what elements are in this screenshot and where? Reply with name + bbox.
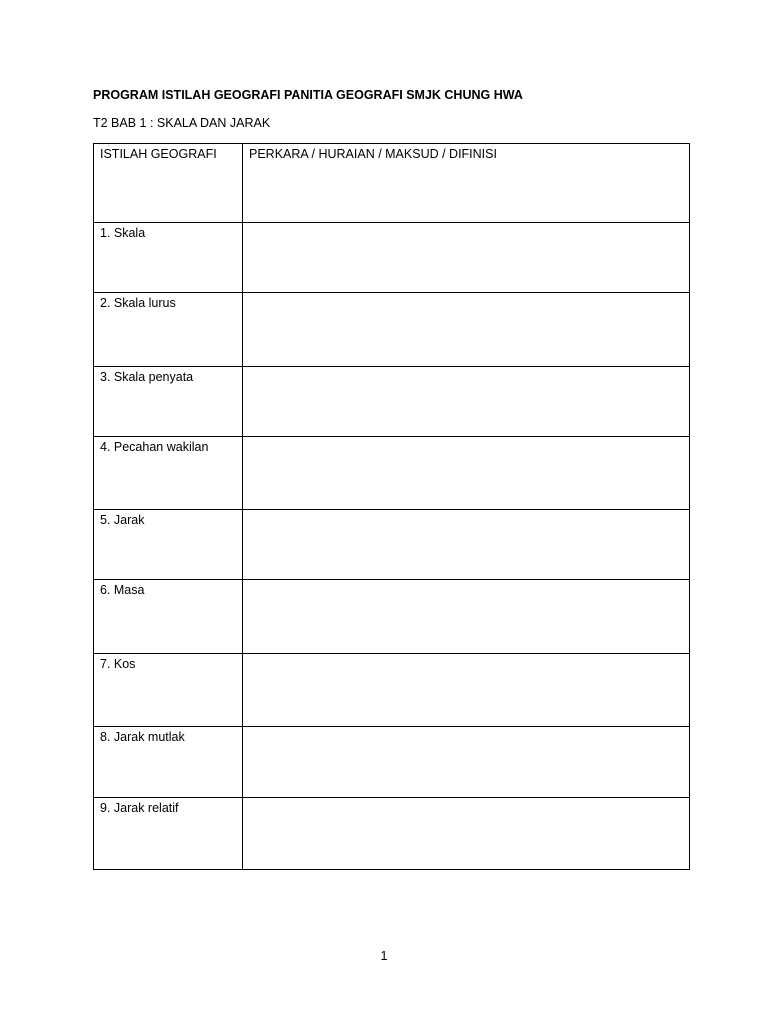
term-cell: 9. Jarak relatif	[94, 798, 243, 870]
table-row	[94, 510, 690, 580]
definition-cell[interactable]	[243, 654, 690, 727]
page-number: 1	[380, 949, 388, 963]
definition-cell[interactable]	[243, 580, 690, 654]
definition-cell[interactable]	[243, 367, 690, 437]
table-header-row	[94, 144, 690, 223]
table-row	[94, 798, 690, 870]
term-cell: 6. Masa	[94, 580, 243, 654]
term-cell: 2. Skala lurus	[94, 293, 243, 367]
definition-cell[interactable]	[243, 293, 690, 367]
term-cell: 4. Pecahan wakilan	[94, 437, 243, 510]
term-cell: 3. Skala penyata	[94, 367, 243, 437]
header-term: ISTILAH GEOGRAFI	[94, 144, 243, 223]
table-row	[94, 437, 690, 510]
definition-cell[interactable]	[243, 223, 690, 293]
table-row	[94, 223, 690, 293]
definition-cell[interactable]	[243, 510, 690, 580]
table-row	[94, 293, 690, 367]
term-cell: 1. Skala	[94, 223, 243, 293]
header-definition: PERKARA / HURAIAN / MAKSUD / DIFINISI	[243, 144, 690, 223]
definition-cell[interactable]	[243, 437, 690, 510]
table-row	[94, 367, 690, 437]
table-row	[94, 727, 690, 798]
table-row	[94, 580, 690, 654]
document-title: PROGRAM ISTILAH GEOGRAFI PANITIA GEOGRAFI SMJK CHUNG HWA	[93, 88, 523, 102]
definition-cell[interactable]	[243, 798, 690, 870]
table-row	[94, 654, 690, 727]
term-cell: 7. Kos	[94, 654, 243, 727]
term-cell: 8. Jarak mutlak	[94, 727, 243, 798]
terms-table	[93, 143, 690, 870]
term-cell: 5. Jarak	[94, 510, 243, 580]
document-subtitle: T2 BAB 1 : SKALA DAN JARAK	[93, 116, 271, 130]
definition-cell[interactable]	[243, 727, 690, 798]
